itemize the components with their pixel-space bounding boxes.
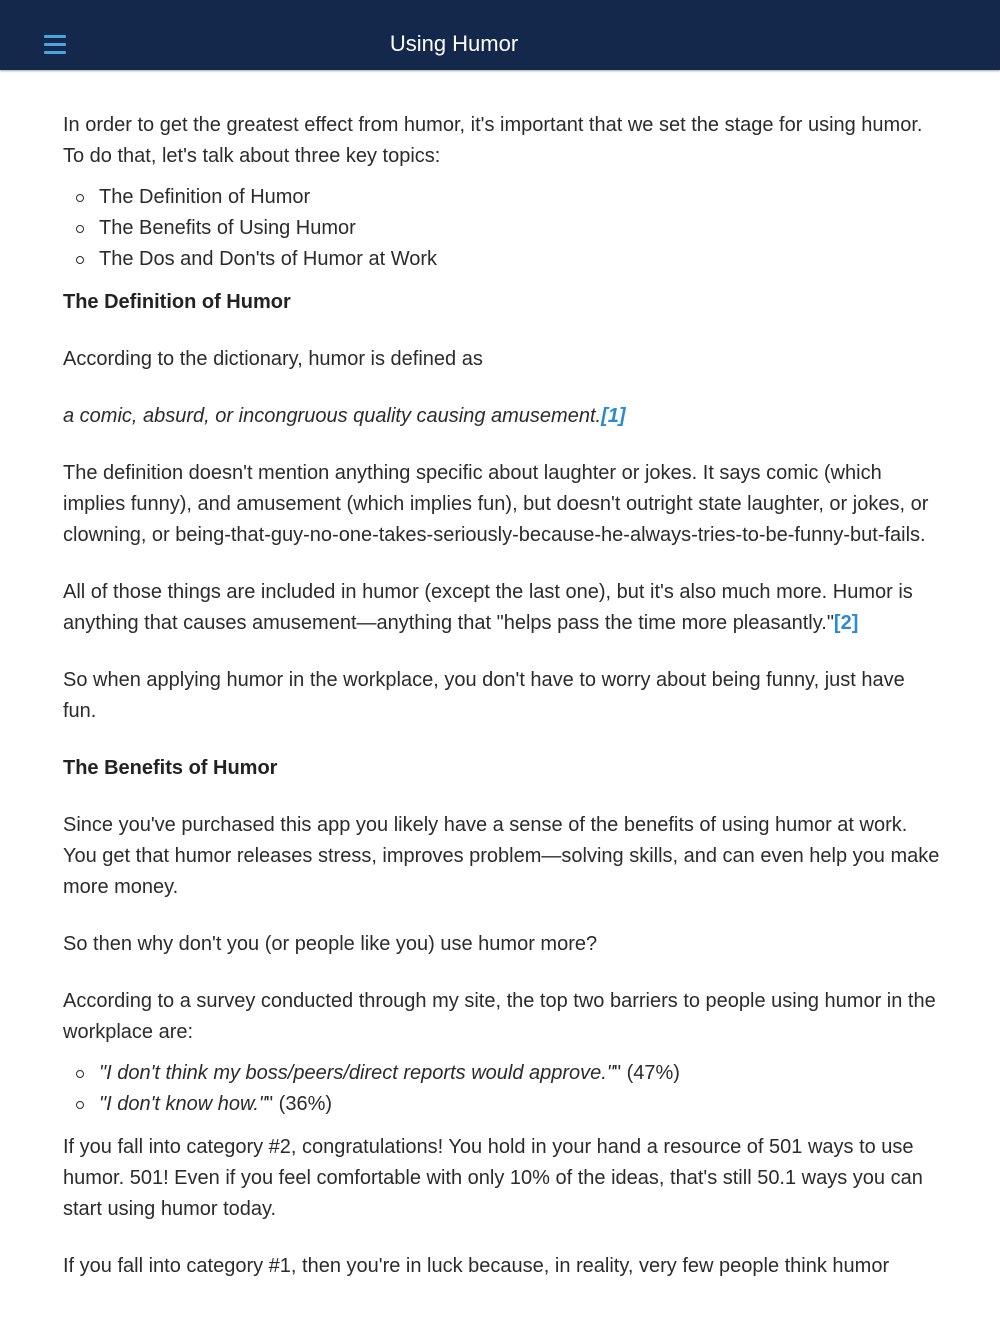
applying-paragraph: So when applying humor in the workplace, you don't have to worry about being funny, just have fun. — [63, 669, 905, 722]
dictionary-lead: According to the dictionary, humor is defined as — [63, 348, 483, 370]
list-item — [63, 1089, 943, 1120]
included-paragraph — [63, 577, 943, 639]
list-item: The Definition of Humor — [63, 182, 943, 213]
category2-paragraph: If you fall into category #2, congratulations! You hold in your hand a resource of 501 ways to use humor. 501! Even if you feel comfortable with only 10% of the ideas, that's still 50.1 ways you can start using humor today. — [63, 1136, 923, 1220]
footnote-link-1[interactable]: [1] — [601, 405, 626, 427]
hamburger-menu-icon[interactable] — [42, 30, 66, 54]
definition-quote-text: a comic, absurd, or incongruous quality causing amusement. — [63, 405, 602, 427]
barrier-quote: "I don't know how." — [99, 1093, 267, 1115]
barrier-percent: " (36%) — [266, 1093, 333, 1115]
section-heading-definition: The Definition of Humor — [63, 291, 291, 313]
intro-paragraph: In order to get the greatest effect from humor, it's important that we set the stage for using humor. To do that, let's talk about three key topics: — [63, 114, 923, 167]
included-paragraph-text: All of those things are included in humor (except the last one), but it's also much more. Humor is anything that causes amusement—anything that "helps pass the time more pleasantly." — [63, 581, 913, 634]
section-heading-benefits: The Benefits of Humor — [63, 757, 278, 779]
list-item: The Dos and Don'ts of Humor at Work — [63, 244, 943, 275]
article-content — [63, 110, 943, 1308]
list-item: The Benefits of Using Humor — [63, 213, 943, 244]
why-paragraph: So then why don't you (or people like you) use humor more? — [63, 933, 598, 955]
list-item — [63, 1058, 943, 1089]
category1-paragraph: If you fall into category #1, then you're in luck because, in reality, very few people think humor — [63, 1255, 890, 1277]
survey-paragraph: According to a survey conducted through my site, the top two barriers to people using humor in the workplace are: — [63, 990, 936, 1043]
page-title: Using Humor — [389, 31, 519, 56]
top-navigation-bar — [0, 0, 1000, 70]
barrier-quote: "I don't think my boss/peers/direct reports would approve." — [99, 1062, 614, 1084]
definition-paragraph: The definition doesn't mention anything specific about laughter or jokes. It says comic (which implies funny), and amusement (which implies fun), but doesn't outright state laughter, or jokes, or clowning, or being-that-guy-no-one-takes-seriously-because-he-always-tries-to-be-funny-but-fails. — [63, 462, 929, 546]
purchased-paragraph: Since you've purchased this app you likely have a sense of the benefits of using humor at work. You get that humor releases stress, improves problem—solving skills, and can even help you make more money. — [63, 814, 940, 898]
definition-quote — [63, 401, 943, 432]
footnote-link-2[interactable]: [2] — [833, 612, 859, 634]
topics-list — [63, 182, 943, 275]
barriers-list — [63, 1058, 943, 1120]
barrier-percent: " (47%) — [613, 1062, 680, 1084]
